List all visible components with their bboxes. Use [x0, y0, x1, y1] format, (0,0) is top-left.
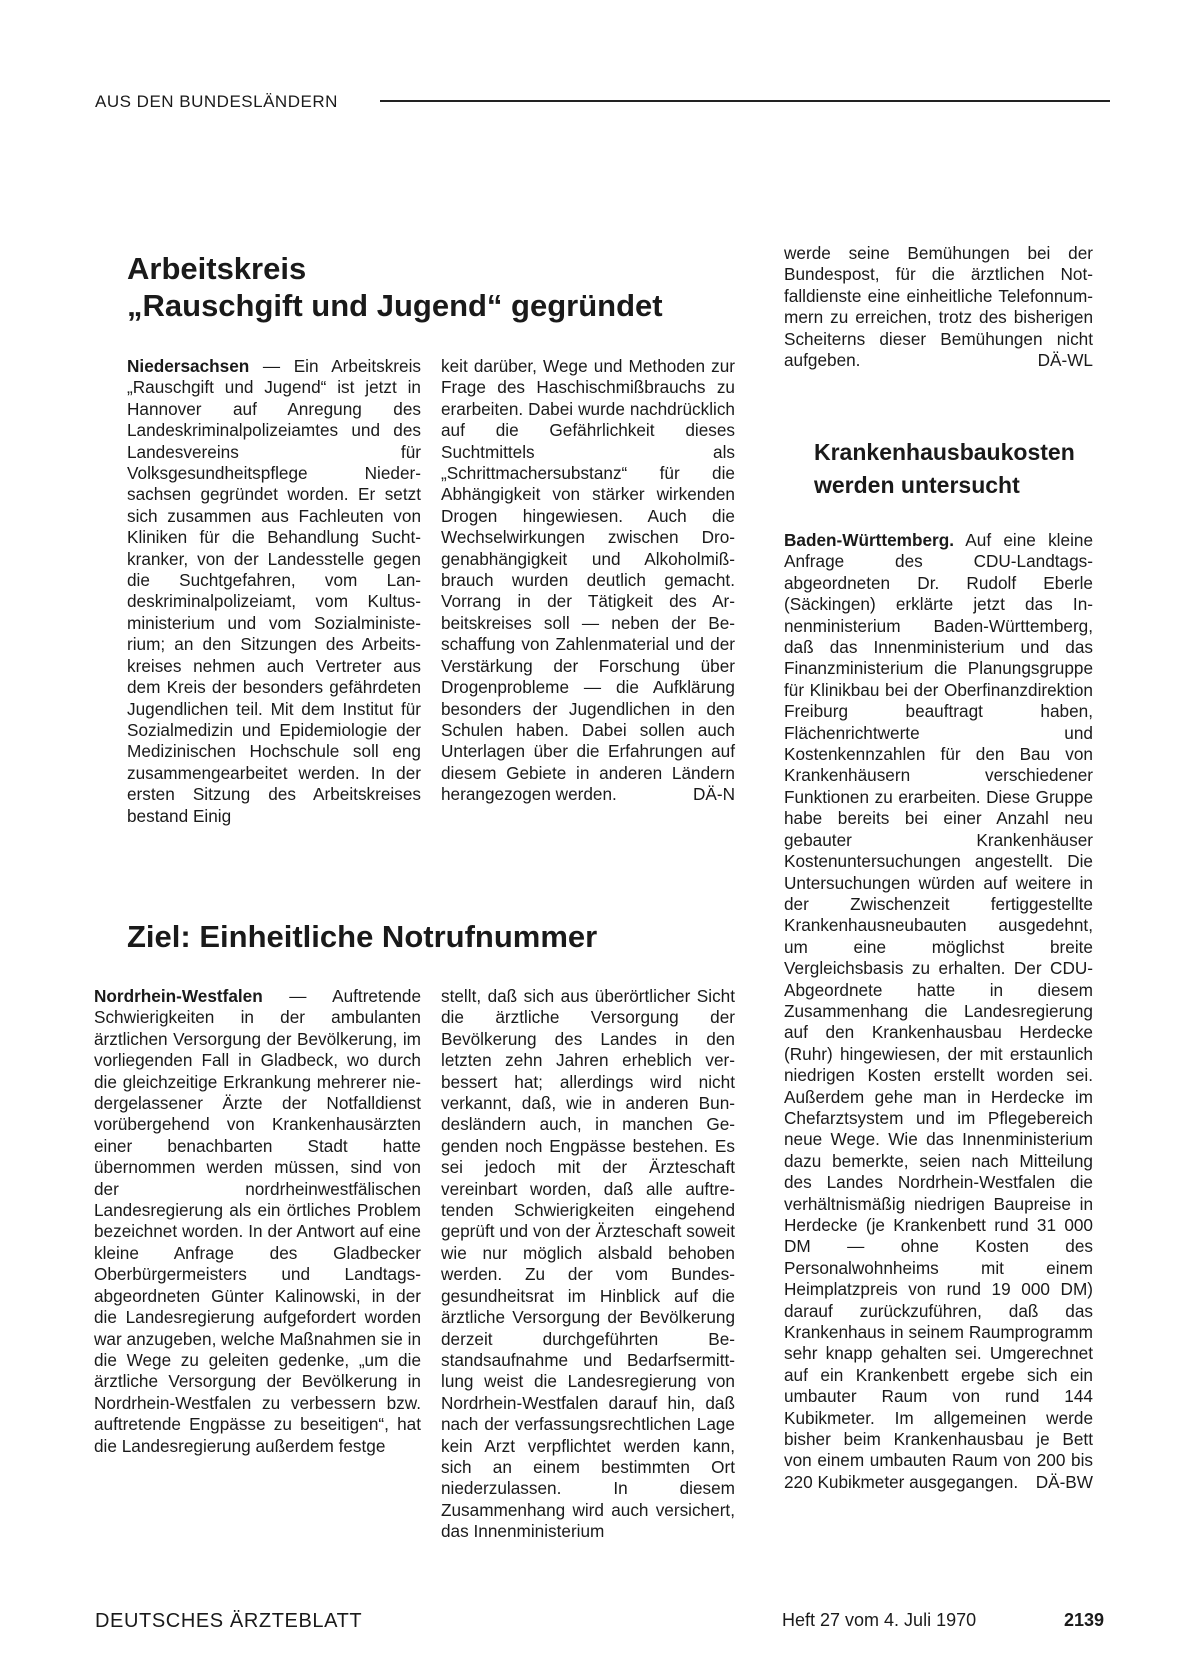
- article3-title-line1: Krankenhausbaukosten: [814, 439, 1075, 465]
- article2-lead: Nordrhein-Westfalen: [94, 986, 263, 1006]
- article1-signature: DÄ-N: [692, 784, 735, 805]
- article2-signature: DÄ-WL: [1037, 350, 1093, 371]
- article1-title-line2: „Rauschgift und Jugend“ gegründet: [127, 288, 663, 323]
- article2-column2: [441, 986, 735, 1543]
- issue-info: Heft 27 vom 4. Juli 1970: [782, 1610, 977, 1630]
- article2-title: Ziel: Einheitliche Notrufnummer: [127, 919, 598, 954]
- article1-text-col2: keit darüber, Wege und Methoden zur Frage des Haschischmißbrauchs zu erarbeiten. Dabei wurde nachdrücklich auf die Gefährlichkeit dieses Suchtmittels als „Schrittmachersubstanz“ für die Abhängigkeit von stärker wirkenden Drogen hingewiesen. Auch die Wechselwirkungen zwischen Drogenabhängigkeit und Alkoholmißbrauch wurden deutlich gemacht. Vorrang in der Tätigkeit des Arbeitskreises soll — neben der Beschaffung von Zahlenmaterial und der Verstärkung der Forschung über Drogenprobleme — die Aufklärung besonders der Jugendlichen in den Schulen haben. Dabei sollen auch Unterlagen über die Erfahrungen auf diesem Gebiete in anderen Ländern herangezogen werden.: [441, 356, 735, 805]
- journal-name: DEUTSCHES ÄRZTEBLATT: [95, 1610, 363, 1632]
- article1-column2: [441, 356, 735, 806]
- section-label: AUS DEN BUNDESLÄNDERN: [95, 92, 338, 111]
- article2-column3: [784, 243, 1093, 371]
- article1-title: [127, 250, 827, 324]
- article3-text: Auf eine kleine Anfrage des CDU-Landtagsabgeordneten Dr. Rudolf Eberle (Säckingen) erklärte jetzt das Innenministerium Baden-Württemberg, daß das Innenministerium und das Finanzministerium die Planungsgruppe für Klinikbau bei der Oberfinanzdirektion Freiburg beauftragt haben, Flächenrichtwerte und Kostenkennzahlen für den Bau von Krankenhäusern verschiedener Funktionen zu erarbeiten. Diese Gruppe habe bereits bei einer Anzahl neu gebauter Krankenhäuser Kostenuntersuchungen angestellt. Die Untersuchungen würden auf weitere in der Zwischenzeit fertiggestellte Krankenhausneubauten ausgedehnt, um eine möglichst breite Vergleichsbasis zu erhalten. Der CDU-Abgeordnete hatte in diesem Zusammenhang die Landesregierung auf den Krankenhausbau Herdecke (Ruhr) hingewiesen, der mit erstaunlich niedrigen Kosten erstellt worden sei. Außerdem gehe man in Herdecke im Chefarztsystem und im Pflegebereich neue Wege. Wie das Innenministerium dazu bemerkte, seien nach Mitteilung des Landes Nordrhein-Westfalen die verhältnismäßig niedrigen Baupreise in Herdecke (je Krankenbett rund 31 000 DM — ohne Kosten des Personalwohnheims mit einem Heimplatzpreis von rund 19 000 DM) darauf zurückzuführen, daß das Krankenhaus in seinem Raumprogramm sehr knapp gehalten sei. Umgerechnet auf ein Krankenbett ergebe sich ein umbauter Raum von rund 144 Kubikmeter. Im allgemeinen werde bisher beim Krankenhausbau je Bett von einem umbauten Raum von 200 bis 220 Kubikmeter ausgegangen.: [784, 530, 1093, 1492]
- article2-column1: [94, 986, 421, 1457]
- article1-text-col1: — Ein Arbeitskreis „Rauschgift und Jugend“ ist jetzt in Hannover auf Anregung des Landeskriminalpolizeiamtes und des Landesvereins für Volksgesundheitspflege Niedersachsen gegründet worden. Er setzt sich zusammen aus Fachleuten von Kliniken für die Behandlung Suchtkranker, von der Landesstelle gegen die Suchtgefahren, vom Landeskriminalpolizeiamt, vom Kultusministerium und vom Sozialministerium; an den Sitzungen des Arbeitskreises nehmen auch Vertreter aus dem Kreis der besonders gefährdeten Jugendlichen teil. Mit dem Institut für Sozialmedizin und Epidemiologie der Medizinischen Hochschule soll eng zusammengearbeitet werden. In der ersten Sitzung des Arbeitskreises bestand Einig: [127, 356, 421, 826]
- article3-title-line2: werden untersucht: [814, 472, 1020, 498]
- article3-column: [784, 530, 1093, 1493]
- article3-signature: DÄ-BW: [1035, 1471, 1093, 1492]
- article2-text-col1: — Auftretende Schwierigkeiten in der ambulanten ärztlichen Versorgung der Bevölkerung, im vorliegenden Fall in Gladbeck, wo durch die gleichzeitige Erkrankung mehrerer niedergelassener Ärzte der Notfalldienst vorübergehend von Krankenhausärzten einer benachbarten Stadt hatte übernommen werden müssen, sind von der nordrheinwestfälischen Landesregierung als ein örtliches Problem bezeichnet worden. In der Antwort auf eine kleine Anfrage des Gladbecker Oberbürgermeisters und Landtagsabgeordneten Günter Kalinowski, in der die Landesregierung aufgefordert worden war anzugeben, welche Maßnahmen sie in die Wege zu geleiten gedenke, „um die ärztliche Versorgung der Bevölkerung in Nordrhein-Westfalen zu verbessern bzw. auftretende Engpässe zu beseitigen“, hat die Landesregierung außerdem festge: [94, 986, 421, 1456]
- article2-text-col2: stellt, daß sich aus überörtlicher Sicht die ärztliche Versorgung der Bevölkerung des Landes in den letzten zehn Jahren erheblich verbessert hat; allerdings wird nicht verkannt, daß, wie in anderen Bundesländern auch, in manchen Gegenden noch Engpässe bestehen. Es sei jedoch mit der Ärzteschaft vereinbart worden, daß alle auftretenden Schwierigkeiten eingehend geprüft und von der Ärzteschaft soweit wie nur möglich alsbald behoben werden. Zu der vom Bundesgesundheitsrat im Hinblick auf die ärztliche Versorgung der Bevölkerung derzeit durchgeführten Bestandsaufnahme und Bedarfsermittlung weist die Landesregierung von Nordrhein-Westfalen darauf hin, daß nach der verfassungsrechtlichen Lage kein Arzt verpflichtet werden kann, sich an einem bestimmten Ort niederzulassen. In diesem Zusammenhang wird auch versichert, das Innenministerium: [441, 986, 735, 1542]
- page-number: 2139: [1064, 1610, 1105, 1630]
- article1-title-line1: Arbeitskreis: [127, 251, 307, 286]
- section-divider: [380, 100, 1110, 102]
- article1-column1: [127, 356, 421, 827]
- article1-lead: Niedersachsen: [127, 356, 250, 376]
- article3-lead: Baden-Württemberg.: [784, 530, 954, 550]
- article2-text-col3: werde seine Bemühungen bei der Bundespost, für die ärztlichen Notfalldienste eine einheitliche Telefonnummern zu erreichen, trotz des bisherigen Scheiterns dieser Bemühungen nicht aufgeben.: [784, 243, 1093, 371]
- article3-title: [814, 436, 1114, 502]
